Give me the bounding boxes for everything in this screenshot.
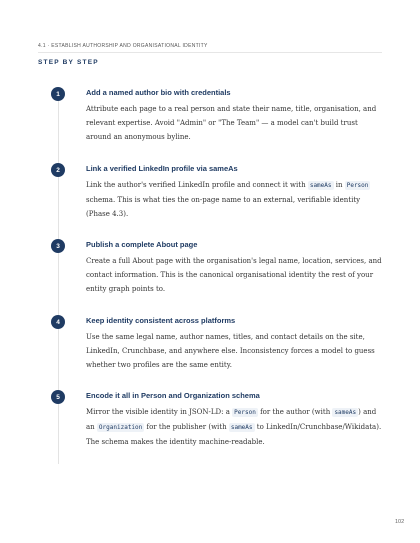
- timeline-line: [58, 94, 59, 464]
- code-snippet: Person: [346, 182, 369, 189]
- step-text: Attribute each page to a real person and state their name, title, organisation, and relevant expertise. Avoid "Admin" or "The Team" — a model can't build trust around an anonymous byline.: [86, 105, 377, 141]
- step-text: Use the same legal name, author names, titles, and contact details on the site, LinkedIn, Crunchbase, and anywhere else. Inconsistency forces a model to guess whether two profiles are the same entity.: [86, 333, 375, 369]
- step-text: schema. This is what ties the on-page name to an external, verifiable identity (Phase 4.3).: [86, 196, 361, 218]
- step-body: [86, 330, 384, 372]
- step-text: ) and an: [86, 408, 377, 431]
- code-snippet: sameAs: [309, 182, 332, 189]
- step-text: for the author (with: [257, 408, 333, 416]
- running-header: 4.1 · ESTABLISH AUTHORSHIP AND ORGANISATIONAL IDENTITY: [38, 43, 382, 53]
- code-snippet: sameAs: [334, 409, 357, 416]
- step-title: Publish a complete About page: [86, 240, 198, 249]
- step-body: [86, 254, 384, 296]
- step-body: [86, 178, 384, 221]
- step-title: Keep identity consistent across platforms: [86, 316, 236, 325]
- step-number-badge: 5: [51, 390, 65, 404]
- step-number-badge: 2: [51, 163, 65, 177]
- step-number-badge: 3: [51, 239, 65, 253]
- code-snippet: sameAs: [230, 424, 253, 431]
- step-text: to LinkedIn/Crunchbase/Wikidata). The schema makes the identity machine-readable.: [86, 423, 382, 446]
- page-number: 102: [395, 519, 405, 525]
- step-title: Add a named author bio with credentials: [86, 88, 231, 97]
- step-text: Link the author's verified LinkedIn profile and connect it with: [86, 181, 308, 189]
- step-text: Create a full About page with the organisation's legal name, location, services, and contact information. This is the canonical organisational identity the rest of your entity graph points to.: [86, 257, 382, 293]
- code-snippet: Person: [234, 409, 256, 416]
- step-number-badge: 4: [51, 315, 65, 329]
- section-label: STEP BY STEP: [38, 59, 99, 66]
- code-snippet: Organization: [98, 424, 143, 431]
- step-body: [86, 405, 384, 449]
- step-title: Link a verified LinkedIn profile via sameAs: [86, 164, 238, 173]
- step-text: for the publisher (with: [144, 423, 229, 431]
- step-number-badge: 1: [51, 87, 65, 101]
- step-body: [86, 102, 384, 144]
- step-text: Mirror the visible identity in JSON-LD: a: [86, 408, 233, 416]
- step-text: in: [333, 181, 345, 189]
- step-title: Encode it all in Person and Organization schema: [86, 391, 260, 400]
